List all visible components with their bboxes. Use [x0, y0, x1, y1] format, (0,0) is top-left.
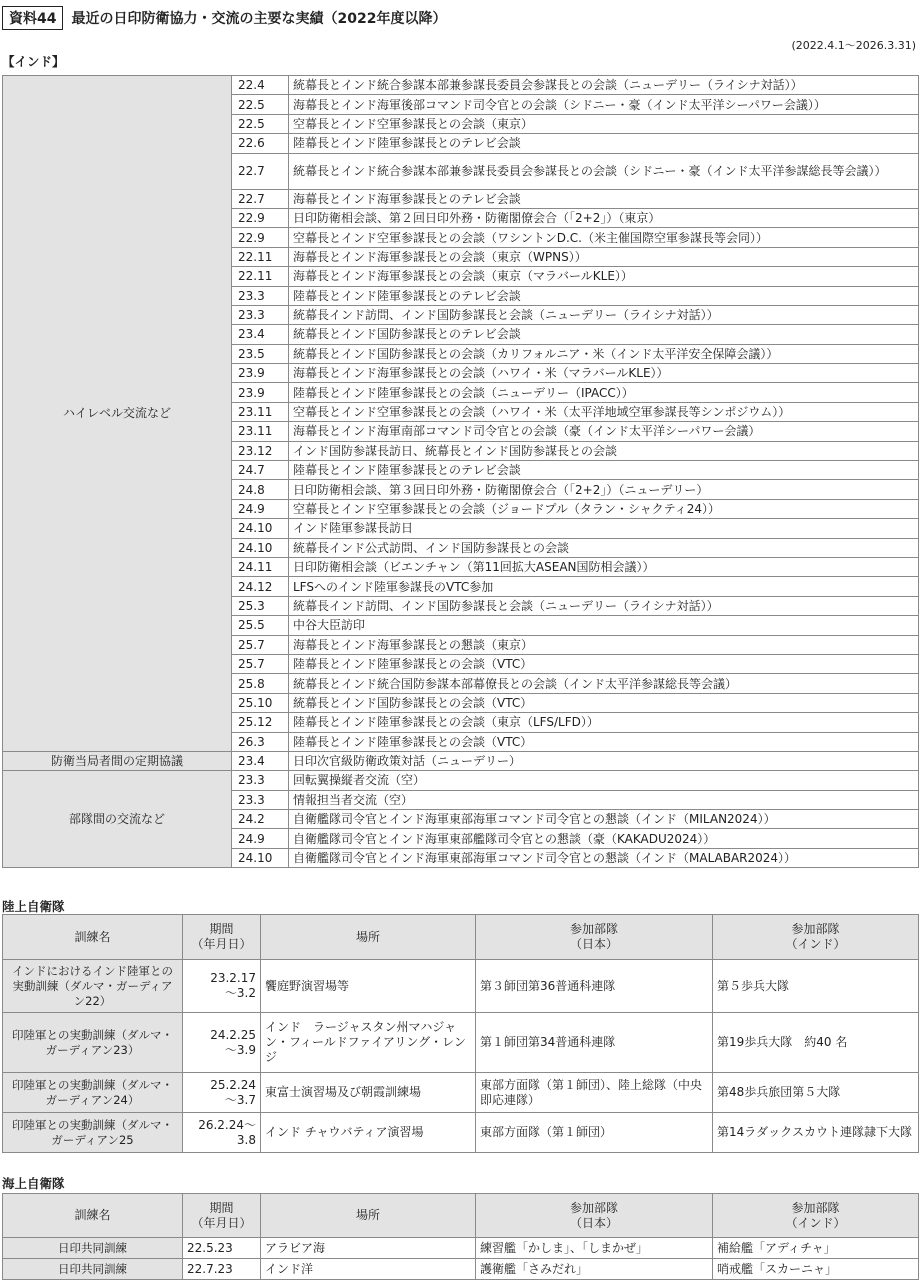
- event-cell: 海幕長とインド海軍参謀長との会談（東京（WPNS））: [289, 247, 919, 266]
- event-cell: 統幕長インド訪問、インド国防参謀長と会談（ニューデリー（ライシナ対話））: [289, 596, 919, 615]
- date-cell: 22.9: [232, 208, 289, 227]
- event-cell: 陸幕長とインド陸軍参謀長との会談（VTC）: [289, 654, 919, 673]
- exercise-place: アラビア海: [261, 1238, 476, 1259]
- event-cell: 統幕長とインド国防参謀長との会談（カリフォルニア・米（インド太平洋安全保障会議））: [289, 344, 919, 363]
- date-cell: 22.5: [232, 114, 289, 133]
- column-header: 参加部隊 （日本）: [476, 915, 713, 960]
- event-cell: 日印防衛相会談（ビエンチャン（第11回拡大ASEAN国防相会議））: [289, 557, 919, 576]
- document-title: 最近の日印防衛協力・交流の主要な実績（2022年度以降）: [71, 11, 447, 27]
- event-cell: 自衛艦隊司令官とインド海軍東部艦隊司令官との懇談（豪（KAKADU2024））: [289, 829, 919, 848]
- date-cell: 22.7: [232, 153, 289, 189]
- date-cell: 23.5: [232, 344, 289, 363]
- date-cell: 23.12: [232, 441, 289, 460]
- category-cell: 部隊間の交流など: [3, 771, 232, 868]
- exercise-name: 印陸軍との実動訓練（ダルマ・ガーディアン24）: [3, 1073, 183, 1113]
- column-header: 期間 （年月日）: [183, 915, 261, 960]
- table-row: [3, 960, 919, 1013]
- msdf-exercise-table: [2, 1193, 919, 1280]
- japan-units: 第３師団第36普通科連隊: [476, 960, 713, 1013]
- event-cell: 統幕長とインド国防参謀長との会談（VTC）: [289, 693, 919, 712]
- date-cell: 24.11: [232, 557, 289, 576]
- event-cell: インド国防参謀長訪日、統幕長とインド国防参謀長との会談: [289, 441, 919, 460]
- exercise-period: 25.2.24 ～3.7: [183, 1073, 261, 1113]
- event-cell: 海幕長とインド海軍参謀長とのテレビ会談: [289, 189, 919, 208]
- event-cell: 日印防衛相会談、第３回日印外務・防衛閣僚会合（「2+2」）（ニューデリー）: [289, 480, 919, 499]
- date-cell: 22.11: [232, 247, 289, 266]
- event-cell: 統幕長インド訪問、インド国防参謀長と会談（ニューデリー（ライシナ対話））: [289, 305, 919, 324]
- date-cell: 25.12: [232, 713, 289, 732]
- gsdf-header-row: [3, 915, 919, 960]
- event-cell: 回転翼操縦者交流（空）: [289, 771, 919, 790]
- column-header: 訓練名: [3, 1194, 183, 1238]
- gsdf-section-label: 陸上自衛隊: [2, 899, 65, 914]
- exercise-name: インドにおけるインド陸軍との実動訓練（ダルマ・ガーディアン22）: [3, 960, 183, 1013]
- document-label: 資料44: [2, 6, 63, 30]
- exercise-period: 22.5.23: [183, 1238, 261, 1259]
- table-row: [3, 1259, 919, 1280]
- event-cell: 日印防衛相会談、第２回日印外務・防衛閣僚会合（「2+2」）（東京）: [289, 208, 919, 227]
- event-cell: 統幕長とインド統合参謀本部兼参謀長委員会参謀長との会談（ニューデリー（ライシナ対話））: [289, 76, 919, 95]
- event-cell: 陸幕長とインド陸軍参謀長との会談（ニューデリー（IPACC））: [289, 383, 919, 402]
- table-row: [3, 76, 919, 95]
- event-cell: 空幕長とインド空軍参謀長との会談（ハワイ・米（太平洋地域空軍参謀長等シンポジウム））: [289, 402, 919, 421]
- column-header: 場所: [261, 915, 476, 960]
- india-units: 第19歩兵大隊 約40 名: [713, 1013, 919, 1073]
- date-cell: 25.5: [232, 616, 289, 635]
- india-exchange-table: [2, 75, 919, 868]
- india-section-label: 【インド】: [2, 54, 65, 69]
- event-cell: 海幕長とインド海軍参謀長との会談（東京（マラバールKLE））: [289, 267, 919, 286]
- column-header: 参加部隊 （日本）: [476, 1194, 713, 1238]
- japan-units: 護衛艦「さみだれ」: [476, 1259, 713, 1280]
- column-header: 場所: [261, 1194, 476, 1238]
- date-cell: 23.9: [232, 364, 289, 383]
- event-cell: 海幕長とインド海軍参謀長との会談（ハワイ・米（マラバールKLE））: [289, 364, 919, 383]
- table-row: [3, 1013, 919, 1073]
- column-header: 訓練名: [3, 915, 183, 960]
- event-cell: 統幕長とインド統合参謀本部兼参謀長委員会参謀長との会談（シドニー・豪（インド太平洋参謀総長等会議））: [289, 153, 919, 189]
- event-cell: 陸幕長とインド陸軍参謀長とのテレビ会談: [289, 461, 919, 480]
- date-cell: 25.10: [232, 693, 289, 712]
- date-cell: 22.7: [232, 189, 289, 208]
- gsdf-exercise-table: [2, 914, 919, 1153]
- date-cell: 23.4: [232, 751, 289, 770]
- msdf-header-row: [3, 1194, 919, 1238]
- date-cell: 25.7: [232, 635, 289, 654]
- table-row: [3, 1113, 919, 1153]
- reporting-period: (2022.4.1～2026.3.31): [791, 39, 916, 52]
- event-cell: 陸幕長とインド陸軍参謀長とのテレビ会談: [289, 134, 919, 153]
- date-cell: 25.8: [232, 674, 289, 693]
- exercise-period: 23.2.17 ～3.2: [183, 960, 261, 1013]
- date-cell: 24.10: [232, 848, 289, 867]
- india-units: 哨戒艦「スカーニャ」: [713, 1259, 919, 1280]
- event-cell: 海幕長とインド海軍後部コマンド司令官との会談（シドニー・豪（インド太平洋シーパワー会議））: [289, 95, 919, 114]
- date-cell: 22.6: [232, 134, 289, 153]
- category-cell: ハイレベル交流など: [3, 76, 232, 752]
- msdf-section-label: 海上自衛隊: [2, 1176, 65, 1191]
- date-cell: 23.9: [232, 383, 289, 402]
- india-units: 補給艦「アディチャ」: [713, 1238, 919, 1259]
- date-cell: 22.9: [232, 228, 289, 247]
- date-cell: 25.3: [232, 596, 289, 615]
- date-cell: 23.3: [232, 790, 289, 809]
- exercise-place: インド ラージャスタン州マハジャン・フィールドファイアリング・レンジ: [261, 1013, 476, 1073]
- japan-units: 第１師団第34普通科連隊: [476, 1013, 713, 1073]
- event-cell: 統幕長インド公式訪問、インド国防参謀長との会談: [289, 538, 919, 557]
- column-header: 期間 （年月日）: [183, 1194, 261, 1238]
- date-cell: 24.10: [232, 519, 289, 538]
- date-cell: 24.2: [232, 810, 289, 829]
- event-cell: 海幕長とインド海軍南部コマンド司令官との会談（豪（インド太平洋シーパワー会議）: [289, 422, 919, 441]
- japan-units: 東部方面隊（第１師団）、陸上総隊（中央即応連隊）: [476, 1073, 713, 1113]
- exercise-place: インド チャウバティア演習場: [261, 1113, 476, 1153]
- column-header: 参加部隊 （インド）: [713, 1194, 919, 1238]
- date-cell: 23.3: [232, 286, 289, 305]
- table-row: [3, 1073, 919, 1113]
- column-header: 参加部隊 （インド）: [713, 915, 919, 960]
- table-row: [3, 771, 919, 790]
- document-header: [2, 4, 446, 32]
- event-cell: 統幕長とインド統合国防参謀本部幕僚長との会談（インド太平洋参謀総長等会議）: [289, 674, 919, 693]
- event-cell: 空幕長とインド空軍参謀長との会談（東京）: [289, 114, 919, 133]
- event-cell: LFSへのインド陸軍参謀長のVTC参加: [289, 577, 919, 596]
- event-cell: 陸幕長とインド陸軍参謀長とのテレビ会談: [289, 286, 919, 305]
- exercise-period: 26.2.24～ 3.8: [183, 1113, 261, 1153]
- exercise-name: 印陸軍との実動訓練（ダルマ・ガーディアン25: [3, 1113, 183, 1153]
- exercise-name: 印陸軍との実動訓練（ダルマ・ガーディアン23）: [3, 1013, 183, 1073]
- date-cell: 24.10: [232, 538, 289, 557]
- event-cell: 空幕長とインド空軍参謀長との会談（ワシントンD.C.（米主催国際空軍参謀長等会同））: [289, 228, 919, 247]
- exercise-place: 饗庭野演習場等: [261, 960, 476, 1013]
- date-cell: 23.3: [232, 305, 289, 324]
- event-cell: 陸幕長とインド陸軍参謀長との会談（VTC）: [289, 732, 919, 751]
- event-cell: 情報担当者交流（空）: [289, 790, 919, 809]
- event-cell: 自衛艦隊司令官とインド海軍東部海軍コマンド司令官との懇談（インド（MILAN2024））: [289, 810, 919, 829]
- exercise-place: 東富士演習場及び朝霞訓練場: [261, 1073, 476, 1113]
- event-cell: 日印次官級防衛政策対話（ニューデリー）: [289, 751, 919, 770]
- event-cell: 中谷大臣訪印: [289, 616, 919, 635]
- date-cell: 23.4: [232, 325, 289, 344]
- india-units: 第48歩兵旅団第５大隊: [713, 1073, 919, 1113]
- event-cell: 統幕長とインド国防参謀長とのテレビ会談: [289, 325, 919, 344]
- date-cell: 23.3: [232, 771, 289, 790]
- india-units: 第14ラダックスカウト連隊隷下大隊: [713, 1113, 919, 1153]
- date-cell: 25.7: [232, 654, 289, 673]
- exercise-period: 22.7.23: [183, 1259, 261, 1280]
- date-cell: 22.5: [232, 95, 289, 114]
- date-cell: 24.8: [232, 480, 289, 499]
- table-row: [3, 751, 919, 770]
- date-cell: 24.9: [232, 499, 289, 518]
- exercise-name: 日印共同訓練: [3, 1259, 183, 1280]
- date-cell: 24.12: [232, 577, 289, 596]
- exercise-period: 24.2.25 ～3.9: [183, 1013, 261, 1073]
- exercise-place: インド洋: [261, 1259, 476, 1280]
- event-cell: 海幕長とインド海軍参謀長との懇談（東京）: [289, 635, 919, 654]
- india-units: 第５歩兵大隊: [713, 960, 919, 1013]
- exercise-name: 日印共同訓練: [3, 1238, 183, 1259]
- japan-units: 東部方面隊（第１師団）: [476, 1113, 713, 1153]
- category-cell: 防衛当局者間の定期協議: [3, 751, 232, 770]
- date-cell: 24.7: [232, 461, 289, 480]
- date-cell: 22.11: [232, 267, 289, 286]
- event-cell: 陸幕長とインド陸軍参謀長との会談（東京（LFS/LFD））: [289, 713, 919, 732]
- table-row: [3, 1238, 919, 1259]
- date-cell: 24.9: [232, 829, 289, 848]
- date-cell: 23.11: [232, 402, 289, 421]
- event-cell: インド陸軍参謀長訪日: [289, 519, 919, 538]
- date-cell: 22.4: [232, 76, 289, 95]
- japan-units: 練習艦「かしま」、「しまかぜ」: [476, 1238, 713, 1259]
- date-cell: 26.3: [232, 732, 289, 751]
- date-cell: 23.11: [232, 422, 289, 441]
- event-cell: 自衛艦隊司令官とインド海軍東部海軍コマンド司令官との懇談（インド（MALABAR2024））: [289, 848, 919, 867]
- event-cell: 空幕長とインド空軍参謀長との会談（ジョードプル（タラン・シャクティ24））: [289, 499, 919, 518]
